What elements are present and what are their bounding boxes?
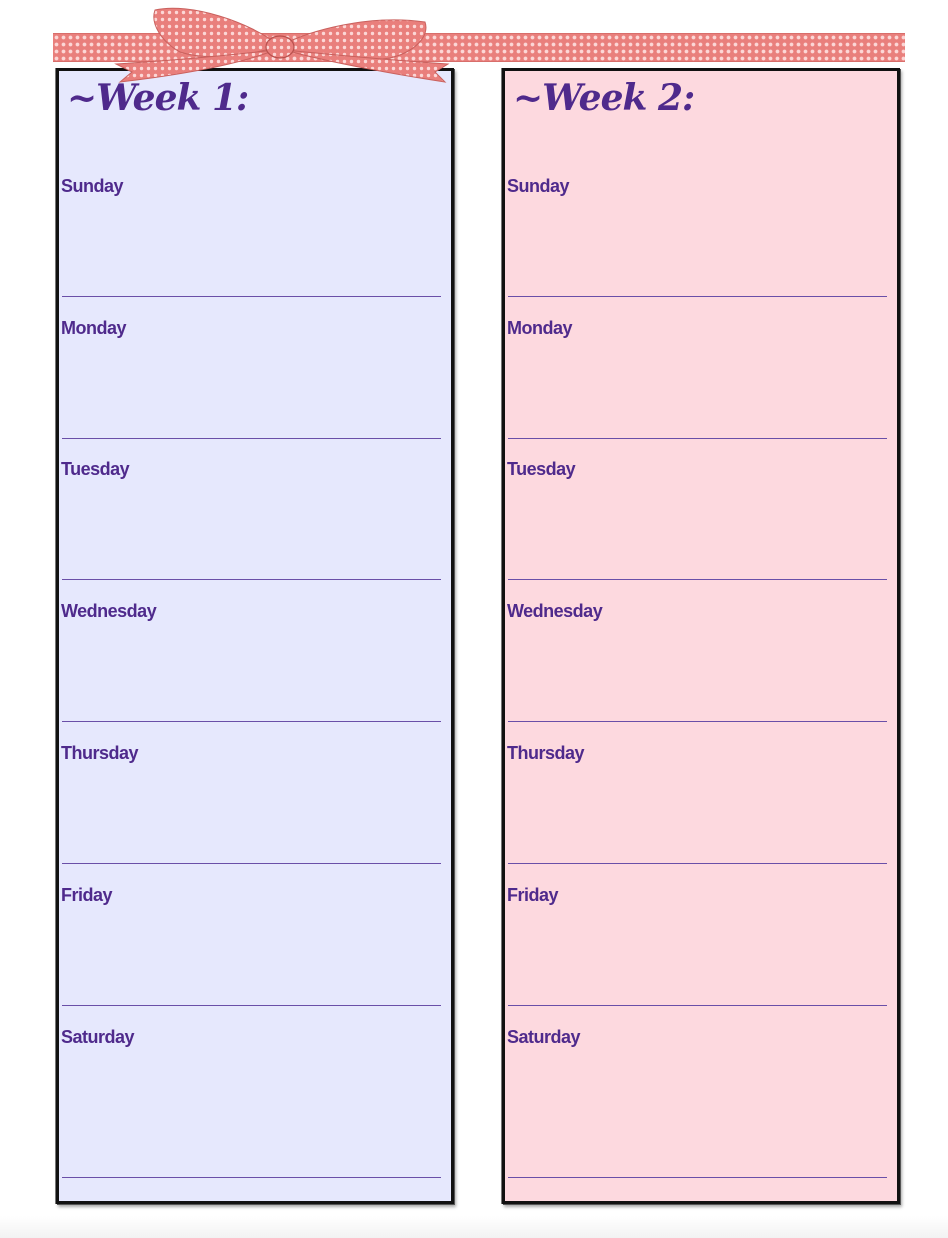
week-2-day-wednesday[interactable] xyxy=(505,601,897,743)
week-1-day-wednesday[interactable] xyxy=(59,601,451,743)
writing-line xyxy=(508,438,887,439)
ribbon-bow-icon xyxy=(110,2,450,88)
writing-line xyxy=(62,579,441,580)
writing-line xyxy=(62,721,441,722)
day-label: Wednesday xyxy=(507,601,603,621)
day-label: Sunday xyxy=(507,176,570,196)
week-2-day-saturday[interactable] xyxy=(505,1027,897,1187)
week-1-day-thursday[interactable] xyxy=(59,743,451,885)
day-label: Friday xyxy=(61,885,113,905)
day-label: Thursday xyxy=(507,743,585,763)
week-2-card xyxy=(502,68,900,1204)
writing-line xyxy=(508,296,887,297)
day-label: Friday xyxy=(507,885,559,905)
day-label: Monday xyxy=(507,318,573,338)
day-label: Saturday xyxy=(61,1027,135,1047)
day-label: Monday xyxy=(61,318,127,338)
day-label: Thursday xyxy=(61,743,139,763)
day-label: Saturday xyxy=(507,1027,581,1047)
day-label: Tuesday xyxy=(61,459,130,479)
page-shadow xyxy=(0,1216,948,1238)
week-2-day-friday[interactable] xyxy=(505,885,897,1027)
week-2-day-tuesday[interactable] xyxy=(505,459,897,601)
week-2-title: ~Week 2: xyxy=(513,77,695,119)
day-label: Tuesday xyxy=(507,459,576,479)
writing-line xyxy=(62,1177,441,1178)
week-1-day-friday[interactable] xyxy=(59,885,451,1027)
week-2-day-monday[interactable] xyxy=(505,318,897,460)
writing-line xyxy=(508,1005,887,1006)
week-2-day-thursday[interactable] xyxy=(505,743,897,885)
week-1-title: ~Week 1: xyxy=(67,77,249,119)
writing-line xyxy=(508,1177,887,1178)
writing-line xyxy=(62,438,441,439)
week-1-day-tuesday[interactable] xyxy=(59,459,451,601)
writing-line xyxy=(62,296,441,297)
writing-line xyxy=(62,1005,441,1006)
writing-line xyxy=(508,863,887,864)
day-label: Sunday xyxy=(61,176,124,196)
week-1-day-sunday[interactable] xyxy=(59,176,451,318)
week-1-day-monday[interactable] xyxy=(59,318,451,460)
writing-line xyxy=(508,579,887,580)
week-2-day-sunday[interactable] xyxy=(505,176,897,318)
writing-line xyxy=(62,863,441,864)
week-1-day-saturday[interactable] xyxy=(59,1027,451,1187)
week-1-card xyxy=(56,68,454,1204)
writing-line xyxy=(508,721,887,722)
day-label: Wednesday xyxy=(61,601,157,621)
